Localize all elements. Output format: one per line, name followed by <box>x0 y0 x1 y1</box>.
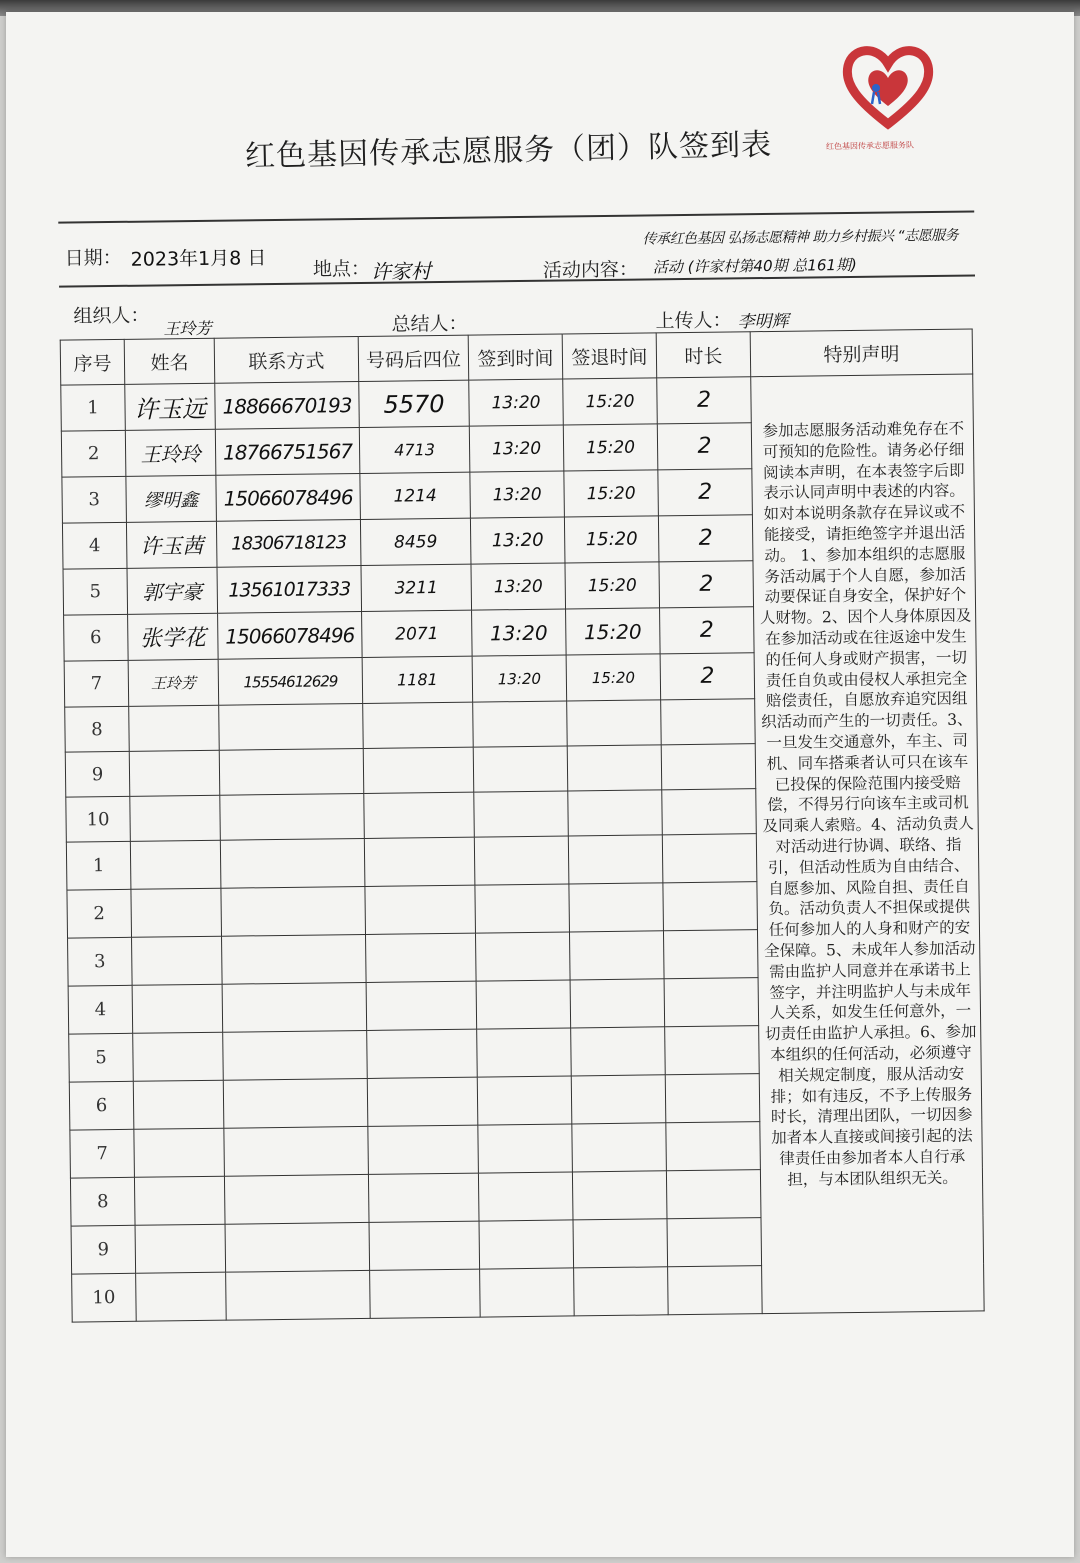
row-index: 5 <box>69 1033 134 1082</box>
col-header-duration: 时长 <box>656 332 751 378</box>
row-last4 <box>367 1077 478 1126</box>
row-phone <box>222 934 367 984</box>
row-last4: 2071 <box>362 610 473 657</box>
uploader-label: 上传人： <box>655 309 732 333</box>
row-index: 7 <box>70 1129 135 1178</box>
row-index: 5 <box>63 568 128 615</box>
row-last4 <box>363 702 474 748</box>
row-last4 <box>363 747 474 793</box>
row-signin-time <box>480 1268 575 1317</box>
row-signin-time: 13:20 <box>469 425 564 472</box>
organizer-label: 组织人： <box>73 304 150 328</box>
row-index: 6 <box>64 614 129 661</box>
row-phone <box>223 1078 368 1128</box>
row-duration <box>665 1026 760 1075</box>
row-index: 2 <box>61 430 126 477</box>
row-last4 <box>370 1269 481 1318</box>
row-phone <box>220 838 365 888</box>
col-header-name: 姓名 <box>124 338 215 384</box>
row-signin-time <box>477 1028 572 1077</box>
row-last4 <box>368 1173 479 1222</box>
activity-value-line1: 传承红色基因 弘扬志愿精神 助力乡村振兴 “志愿服务 <box>642 227 959 248</box>
header-mid-border <box>59 274 975 287</box>
row-index: 4 <box>62 522 127 569</box>
row-index: 10 <box>72 1273 137 1322</box>
row-index: 3 <box>68 937 133 986</box>
row-signin-time <box>474 836 569 885</box>
row-duration <box>661 699 756 745</box>
row-duration: 2 <box>660 607 755 654</box>
place-label: 地点： <box>312 257 371 281</box>
table-row <box>61 374 973 431</box>
row-signin-time <box>474 791 569 837</box>
row-name <box>130 840 221 889</box>
row-phone <box>224 1174 369 1224</box>
logo-caption: 红色基因传承志愿服务队 <box>825 140 915 152</box>
row-phone: 13561017333 <box>217 565 362 613</box>
row-last4 <box>366 981 477 1030</box>
row-name: 张学花 <box>128 613 219 660</box>
row-signout-time: 15:20 <box>563 378 658 425</box>
row-name <box>133 1032 224 1081</box>
row-phone <box>219 703 364 750</box>
col-header-index: 序号 <box>60 339 125 385</box>
row-last4 <box>367 1029 478 1078</box>
row-signout-time <box>570 979 665 1028</box>
row-duration <box>664 978 759 1027</box>
row-name: 王玲玲 <box>125 429 216 476</box>
row-name <box>133 1080 224 1129</box>
row-last4: 5570 <box>359 380 470 427</box>
row-phone: 18766751567 <box>215 427 360 475</box>
row-signin-time <box>475 932 570 981</box>
row-phone: 15066078496 <box>218 611 363 659</box>
row-phone <box>219 748 364 795</box>
row-last4: 8459 <box>360 518 471 565</box>
row-signin-time: 13:20 <box>469 379 564 426</box>
row-signout-time <box>571 1075 666 1124</box>
row-signin-time: 13:20 <box>470 471 565 518</box>
row-name <box>134 1128 225 1177</box>
row-duration <box>661 744 756 790</box>
row-duration: 2 <box>658 515 753 562</box>
row-last4 <box>365 885 476 934</box>
row-signout-time: 15:20 <box>565 562 660 609</box>
row-name: 郭宇豪 <box>127 567 218 614</box>
row-duration <box>666 1122 761 1171</box>
row-index: 9 <box>65 751 130 797</box>
row-signout-time: 15:20 <box>566 608 661 655</box>
row-phone: 15066078496 <box>216 473 361 521</box>
row-name: 许玉远 <box>125 383 216 430</box>
row-last4: 4713 <box>359 426 470 473</box>
row-duration: 2 <box>659 561 754 608</box>
row-index: 10 <box>66 796 131 842</box>
row-signout-time <box>572 1171 667 1220</box>
row-name <box>132 936 223 985</box>
row-duration <box>668 1266 763 1315</box>
row-signout-time: 15:20 <box>563 424 658 471</box>
row-signin-time <box>478 1172 573 1221</box>
row-signin-time <box>473 746 568 792</box>
row-signout-time: 15:20 <box>564 516 659 563</box>
row-name: 王玲芳 <box>128 659 219 706</box>
page-title: 红色基因传承志愿服务（团）队签到表 <box>244 127 773 175</box>
row-name <box>134 1176 225 1225</box>
row-index: 8 <box>70 1177 135 1226</box>
row-signout-time <box>573 1219 668 1268</box>
row-phone <box>225 1222 370 1272</box>
col-header-signout-time: 签退时间 <box>562 333 657 379</box>
place-value: 许家村 <box>370 259 432 284</box>
row-duration: 2 <box>657 423 752 470</box>
row-duration <box>667 1218 762 1267</box>
activity-value-line2: 活动 (许家村第40期 总161期) <box>652 255 857 277</box>
row-index: 4 <box>68 985 133 1034</box>
row-phone <box>221 886 366 936</box>
row-last4 <box>365 933 476 982</box>
row-signout-time: 15:20 <box>564 470 659 517</box>
row-signin-time <box>476 980 571 1029</box>
row-signout-time <box>568 790 663 836</box>
row-duration <box>666 1170 761 1219</box>
row-phone <box>224 1126 369 1176</box>
volunteer-heart-logo <box>838 36 938 136</box>
row-duration <box>663 882 758 931</box>
row-last4 <box>368 1125 479 1174</box>
uploader-value: 李明辉 <box>737 311 789 333</box>
row-phone <box>226 1270 371 1320</box>
row-duration: 2 <box>658 469 753 516</box>
row-signin-time <box>479 1220 574 1269</box>
row-name <box>129 705 220 751</box>
signin-table <box>60 328 985 1322</box>
col-header-last4: 号码后四位 <box>358 335 469 381</box>
row-name: 缪明鑫 <box>126 475 217 522</box>
row-last4 <box>364 837 475 886</box>
col-header-declaration: 特别声明 <box>750 329 973 377</box>
row-phone <box>222 982 367 1032</box>
row-name <box>130 795 221 841</box>
row-signout-time: 15:20 <box>566 654 661 701</box>
date-label: 日期： <box>64 246 122 270</box>
row-signin-time <box>477 1076 572 1125</box>
organizer-value: 王玲芳 <box>163 318 212 339</box>
signin-sheet <box>30 188 999 1320</box>
row-duration: 2 <box>657 377 752 424</box>
row-name <box>135 1224 226 1273</box>
row-duration <box>662 834 757 883</box>
row-signout-time <box>574 1267 669 1316</box>
row-index: 7 <box>64 660 129 707</box>
special-declaration-text: 参加志愿服务活动难免存在不可预知的危险性。请务必仔细阅读本声明，在本表签字后即表示认同声明中表述的内容。如对本说明条款存在异议或不能接受，请拒绝签字并退出活动。 1、参加本组织的志愿服务活动属于个人自愿，参加活动要保证自身安全，保护好个人财物。2、因个人身体原因及在参加活动或在往返途中发生的任何人身或财产损害，一切责任自负或由侵权人承担完全赔偿责任，自愿放弃追究因组织活动而产生的一切责任。3、一旦发生交通意外，车主、司机、同车搭乘者认可只在该车已投保的保险范围内接受赔偿，不得另行向该车主或司机及同乘人索赔。4、活动负责人对活动进行协调、联络、指引，但活动性质为自由结合、自愿参加、风险自担、责任自负。活动负责人不担保或提供任何参加人的人身和财产的安全保障。5、未成年人参加活动需由监护人同意并在承诺书上签字，并注明监护人与未成年人关系，如发生任何意外，一切责任由监护人承担。6、参加本组织的任何活动，必须遵守相关规定制度，服从活动安排；如有违反，不予上传服务时长，清理出团队，一切因参加者本人直接或间接引起的法律责任由参加者本人自行承担，与本团队组织无关。 <box>751 374 984 1314</box>
row-signout-time <box>567 745 662 791</box>
row-signout-time <box>569 931 664 980</box>
col-header-contact: 联系方式 <box>214 337 359 384</box>
row-signin-time: 13:20 <box>472 609 567 656</box>
row-signin-time: 13:20 <box>470 517 565 564</box>
row-signout-time <box>568 835 663 884</box>
row-signin-time: 13:20 <box>471 563 566 610</box>
row-index: 1 <box>61 384 126 431</box>
row-index: 3 <box>62 476 127 523</box>
row-index: 6 <box>69 1081 134 1130</box>
row-name <box>131 888 222 937</box>
row-duration: 2 <box>660 653 755 700</box>
row-signout-time <box>572 1123 667 1172</box>
row-phone <box>220 793 365 840</box>
row-phone: 18866670193 <box>215 381 360 429</box>
row-last4: 1214 <box>360 472 471 519</box>
row-signout-time <box>569 883 664 932</box>
row-signin-time <box>473 701 568 747</box>
row-phone: 15554612629 <box>218 657 363 705</box>
row-signout-time <box>571 1027 666 1076</box>
row-name: 许玉茜 <box>126 521 217 568</box>
row-signin-time <box>478 1124 573 1173</box>
row-duration <box>663 930 758 979</box>
summarizer-label: 总结人： <box>391 312 468 336</box>
row-last4: 1181 <box>362 656 473 703</box>
row-index: 2 <box>67 889 132 938</box>
row-signin-time <box>475 884 570 933</box>
row-phone <box>223 1030 368 1080</box>
row-duration <box>665 1074 760 1123</box>
date-value: 2023年1月8 日 <box>130 247 267 271</box>
row-name <box>132 984 223 1033</box>
row-index: 9 <box>71 1225 136 1274</box>
row-last4 <box>364 792 475 838</box>
row-index: 8 <box>65 706 130 752</box>
col-header-signin-time: 签到时间 <box>468 334 563 380</box>
row-phone: 18306718123 <box>216 519 361 567</box>
row-duration <box>662 789 757 835</box>
header-top-border <box>58 210 974 223</box>
row-signin-time: 13:20 <box>472 655 567 702</box>
row-name <box>136 1272 227 1321</box>
row-index: 1 <box>66 841 131 890</box>
row-last4 <box>369 1221 480 1270</box>
row-name <box>129 750 220 796</box>
row-last4: 3211 <box>361 564 472 611</box>
row-signout-time <box>567 700 662 746</box>
activity-label: 活动内容： <box>542 258 639 282</box>
